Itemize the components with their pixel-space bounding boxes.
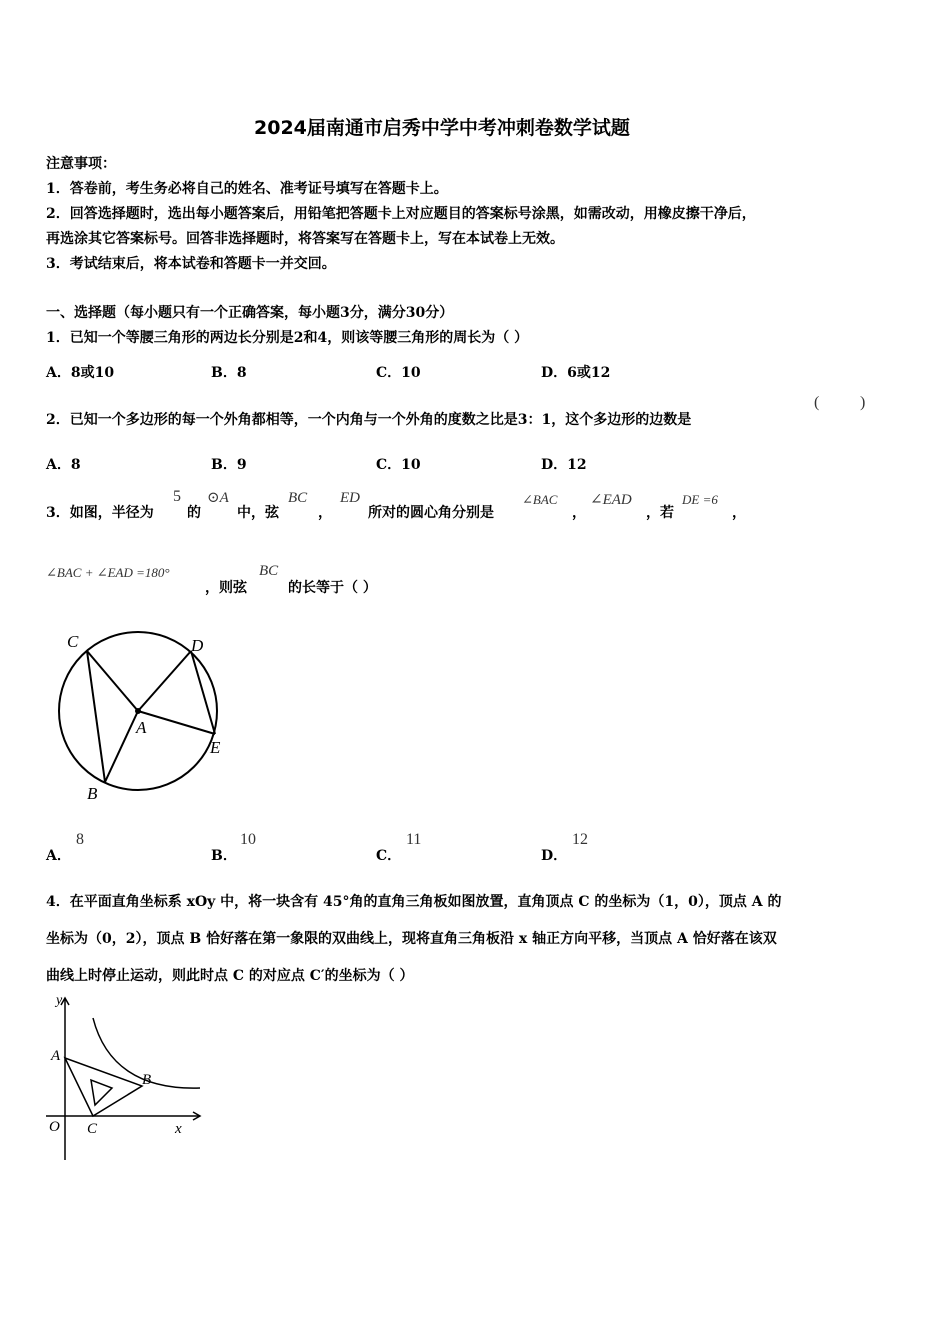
q3-angle-sum: ∠BAC + ∠EAD =180°	[46, 565, 170, 580]
q2-option-b: B．9	[211, 457, 247, 473]
notice-item-3: 3．考试结束后，将本试卷和答题卡一并交回。	[46, 256, 336, 272]
q3-label-d: D	[191, 636, 204, 655]
q3-comma-3: ，	[732, 505, 746, 521]
q2-option-d: D．12	[541, 457, 587, 473]
q3-option-a-value: 8	[76, 831, 84, 848]
q3-chord-de-line	[191, 651, 215, 734]
q4-inner-triangle	[91, 1080, 112, 1105]
q3-text-2: 的	[187, 505, 201, 521]
notice-item-1: 1．答卷前，考生务必将自己的姓名、准考证号填写在答题卡上。	[46, 181, 448, 197]
q3-radius: 5	[173, 488, 181, 505]
q1-option-d: D．6或12	[541, 365, 611, 381]
q3-angle-ead: ∠EAD	[590, 492, 632, 508]
q3-option-c-label: C．	[376, 848, 402, 864]
q3-circle-a: ⊙A	[207, 490, 229, 506]
q4-label-o: O	[49, 1119, 60, 1135]
q2-option-c: C．10	[376, 457, 421, 473]
q2-stem: 2．已知一个多边形的每一个外角都相等，一个内角与一个外角的度数之比是3：1，这个多边形的边数是	[46, 412, 692, 428]
q3-chord-bc-2: BC	[259, 563, 279, 579]
q3-text-3: 中，弦	[237, 505, 279, 521]
q3-option-d-label: D．	[541, 848, 568, 864]
q3-circle-figure	[50, 625, 240, 805]
q4-line-2: 坐标为（0，2），顶点 B 恰好落在第一象限的双曲线上，现将直角三角板沿 x 轴正方向平移，当顶点 A 恰好落在该双	[46, 931, 777, 947]
q4-label-c: C	[87, 1121, 98, 1137]
q3-option-a-label: A．	[46, 848, 71, 864]
q2-paren-close: )	[860, 394, 866, 411]
q4-line-1: 4．在平面直角坐标系 xOy 中，将一块含有 45°角的直角三角板如图放置，直角顶点 C 的坐标为（1，0），顶点 A 的	[46, 894, 782, 910]
q3-option-c-value: 11	[406, 831, 422, 848]
q3-text-1: 3．如图，半径为	[46, 505, 154, 521]
q3-option-b-value: 10	[240, 831, 256, 848]
q4-label-b: B	[142, 1072, 152, 1088]
q3-radius-ae	[138, 711, 215, 734]
q4-triangle-abc	[65, 1058, 142, 1116]
q3-label-b: B	[87, 784, 98, 803]
q3-option-d-value: 12	[572, 831, 588, 848]
q3-comma-1: ，	[318, 505, 332, 521]
q3-option-b-label: B．	[211, 848, 237, 864]
q3-chord-ed: ED	[340, 490, 360, 506]
q4-line-3: 曲线上时停止运动，则此时点 C 的对应点 C′的坐标为（ ）	[46, 968, 414, 984]
q3-label-a: A	[136, 718, 147, 737]
q3-label-c: C	[67, 632, 79, 651]
q1-option-a: A．8或10	[46, 365, 115, 381]
q4-label-x: x	[175, 1121, 182, 1137]
q2-paren-open: (	[814, 394, 820, 411]
section-heading: 一、选择题（每小题只有一个正确答案，每小题3分，满分30分）	[46, 305, 454, 321]
q3-angle-bac: ∠BAC	[522, 492, 558, 507]
q4-label-y: y	[56, 993, 63, 1008]
q4-coordinate-figure	[40, 990, 220, 1170]
q1-option-b: B．8	[211, 365, 247, 381]
q2-option-a: A．8	[46, 457, 81, 473]
page-title: 2024届南通市启秀中学中考冲刺卷数学试题	[254, 117, 630, 139]
q3-label-e: E	[210, 738, 221, 757]
q3-text-6: ，则弦	[205, 580, 247, 596]
q3-text-7: 的长等于（ ）	[288, 580, 377, 596]
q3-text-5: ，若	[646, 505, 674, 521]
q3-radius-ab	[105, 711, 138, 782]
q1-stem: 1．已知一个等腰三角形的两边长分别是2和4，则该等腰三角形的周长为（ ）	[46, 330, 529, 346]
q3-comma-2: ，	[572, 505, 586, 521]
q3-chord-cb-line	[87, 651, 105, 782]
q3-text-4: 所对的圆心角分别是	[368, 505, 494, 521]
notice-heading: 注意事项：	[46, 156, 116, 172]
notice-item-2-line-1: 2．回答选择题时，选出每小题答案后，用铅笔把答题卡上对应题目的答案标号涂黑，如需改动，用橡皮擦干净后，	[46, 206, 756, 222]
q4-label-a: A	[51, 1048, 61, 1064]
q3-center-point	[135, 708, 141, 714]
q3-de-value: DE =6	[682, 492, 718, 507]
q1-option-c: C．10	[376, 365, 421, 381]
q3-radius-ad	[138, 651, 191, 711]
notice-item-2-line-2: 再选涂其它答案标号。回答非选择题时，将答案写在答题卡上，写在本试卷上无效。	[46, 231, 564, 247]
q3-chord-bc: BC	[288, 490, 308, 506]
